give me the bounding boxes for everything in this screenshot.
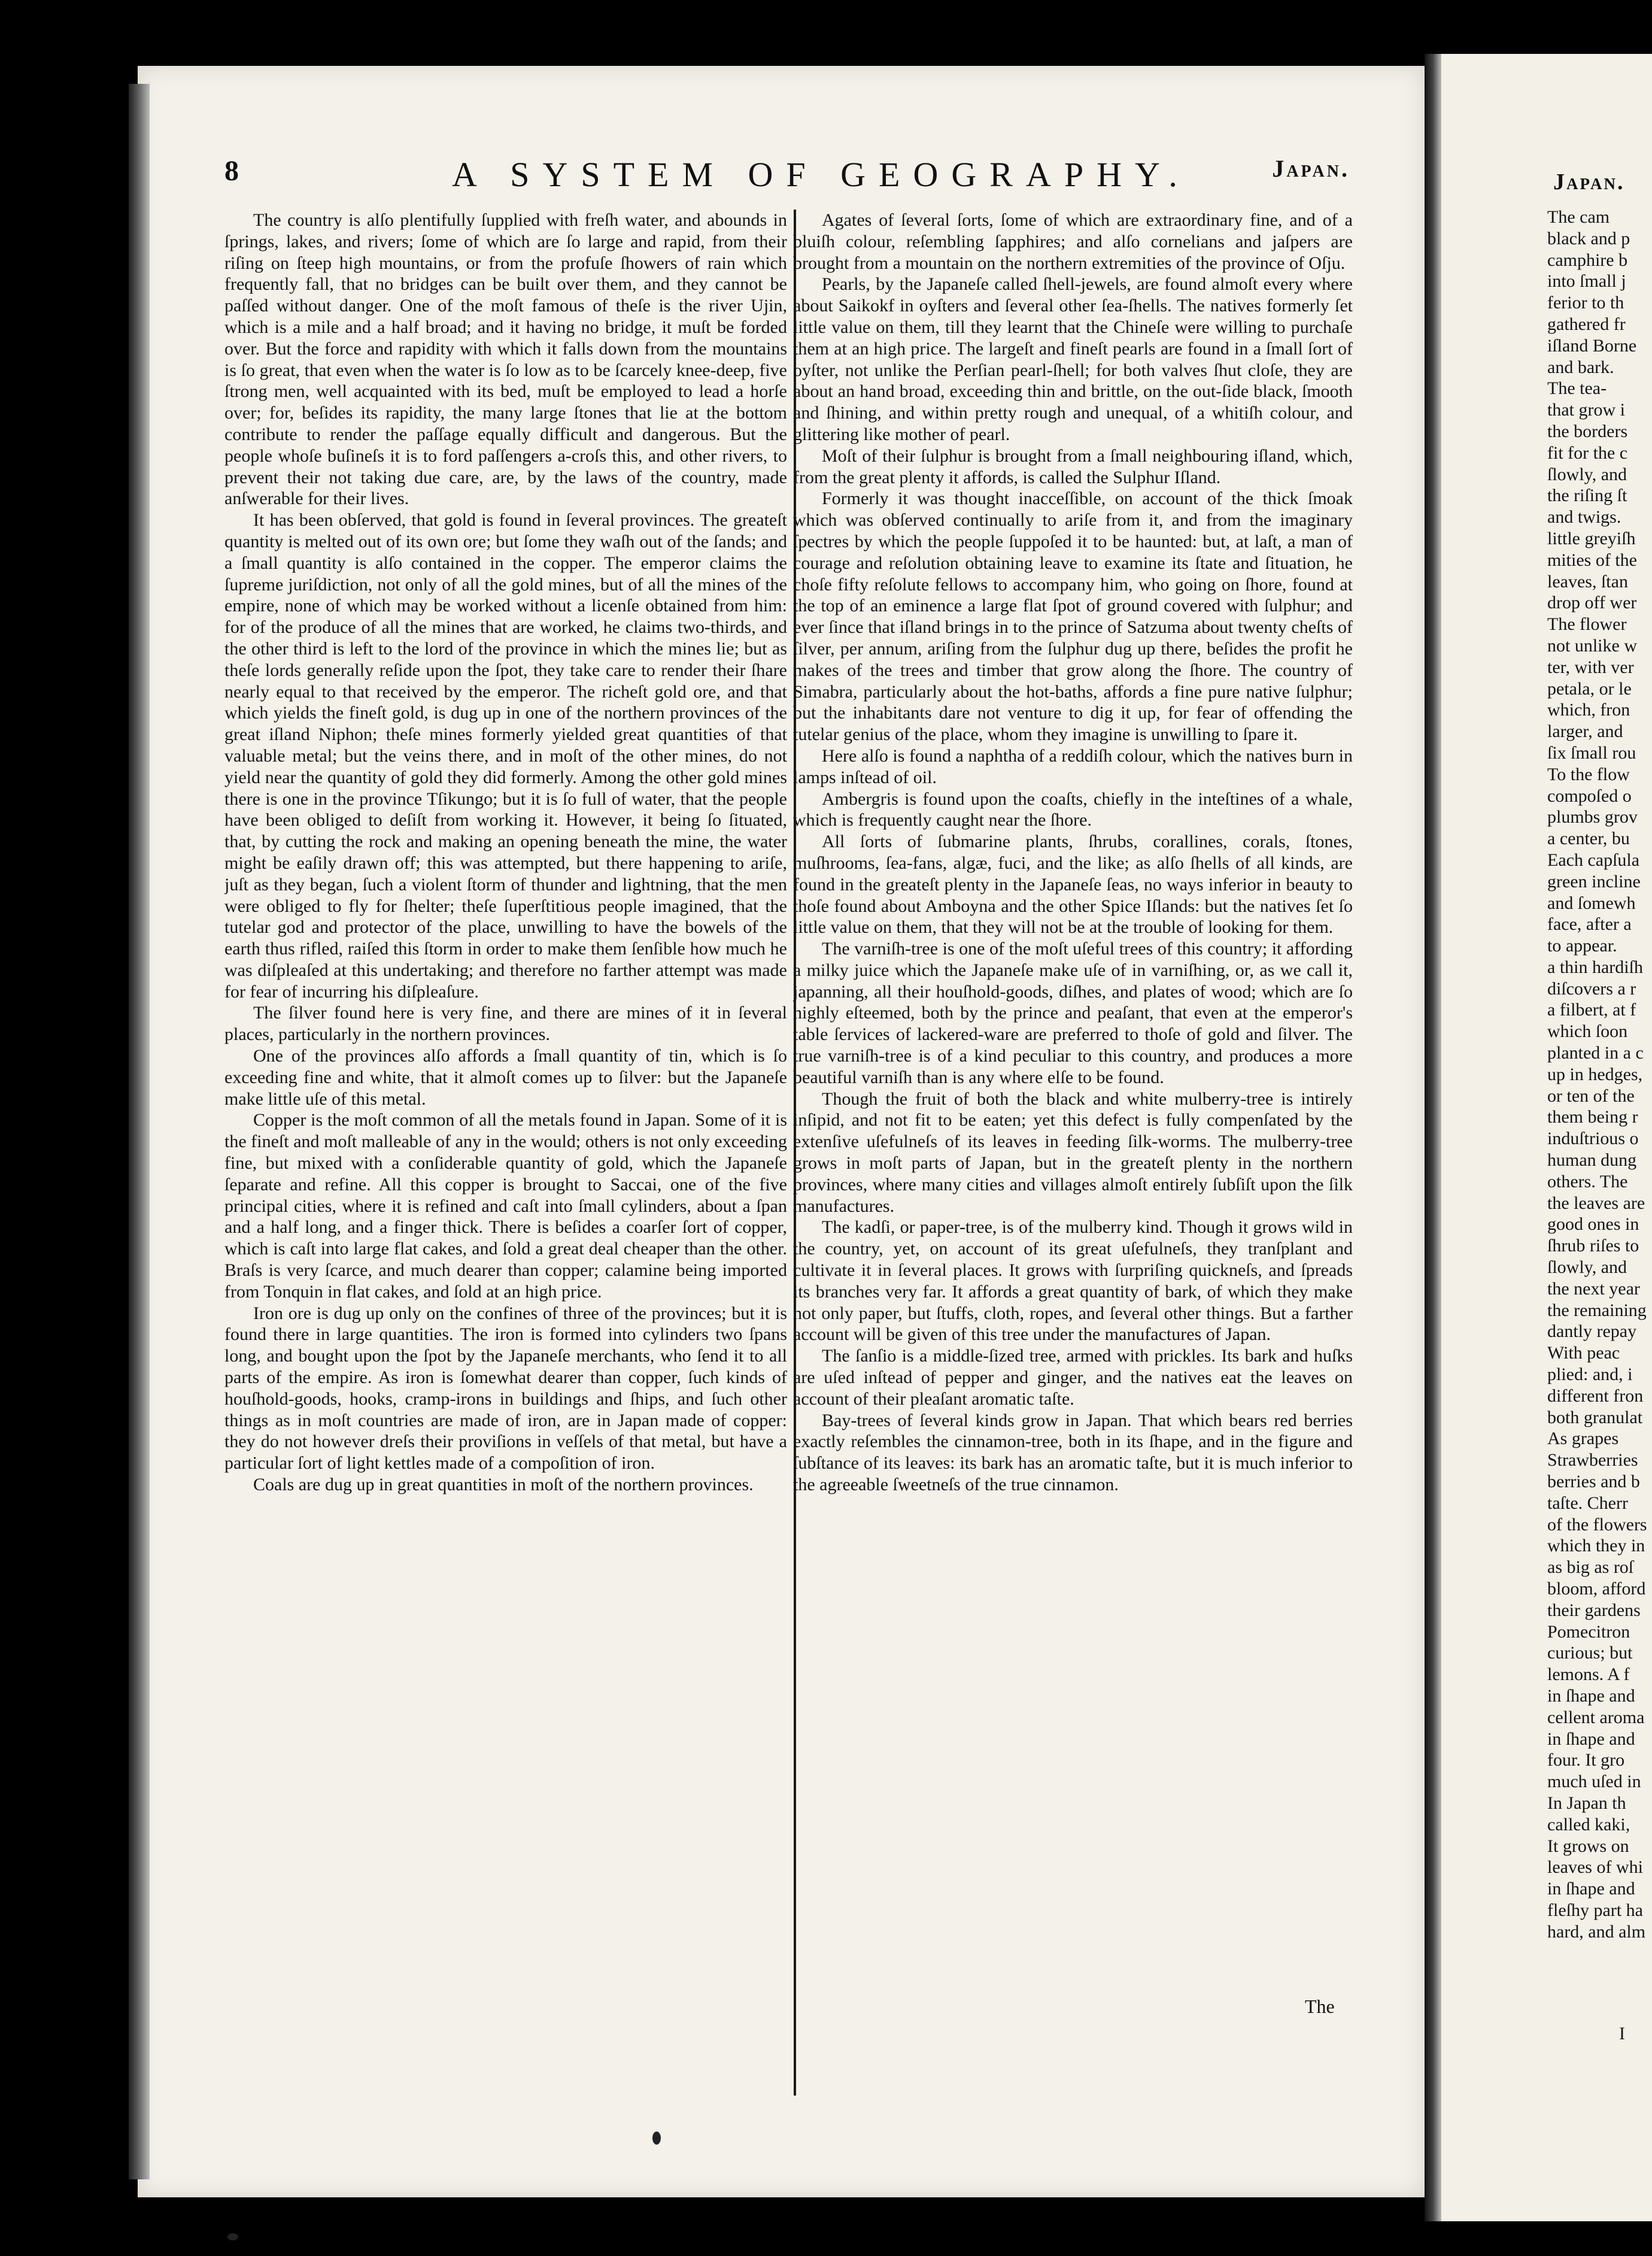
facing-page-line: ferior to th bbox=[1547, 293, 1624, 313]
paragraph: Moſt of their ſulphur is brought from a ſmall neighbouring iſland, which, from the great plenty it affords, is called the Sulphur Iſland. bbox=[793, 445, 1353, 487]
paragraph: Here alſo is found a naphtha of a reddiſh colour, which the natives burn in lamps inſtead of oil. bbox=[793, 745, 1353, 787]
facing-page-line: The cam bbox=[1547, 207, 1610, 227]
facing-page-line: human dung bbox=[1547, 1150, 1637, 1171]
ink-blot bbox=[652, 2131, 661, 2145]
facing-page-line: called kaki, bbox=[1547, 1814, 1630, 1834]
facing-page-line: lemons. A f bbox=[1547, 1664, 1630, 1685]
facing-page-line: Strawberries bbox=[1547, 1450, 1638, 1470]
catchword: The bbox=[1305, 1996, 1335, 2017]
paragraph: Agates of ſeveral ſorts, ſome of which are extraordinary fine, and of a bluiſh colour, reſembling ſapphires; and alſo cornelians and jaſpers are brought from a mountain on the northern extremities of the province of Oſju. bbox=[793, 210, 1353, 273]
facing-page-line: them being r bbox=[1547, 1107, 1638, 1127]
facing-page-line: which, fron bbox=[1547, 700, 1630, 720]
facing-page-line: compoſed o bbox=[1547, 786, 1632, 806]
facing-page-line: hard, and alm bbox=[1547, 1921, 1646, 1942]
facing-page-line: that grow i bbox=[1547, 400, 1625, 420]
paragraph: One of the provinces alſo affords a ſmall quantity of tin, which is ſo exceeding fine and white, that it almoſt comes up to ſilver: but the Japaneſe make little uſe of this metal. bbox=[224, 1046, 787, 1109]
facing-page-line: or ten of the bbox=[1547, 1085, 1635, 1106]
facing-page-line: the riſing ſt bbox=[1547, 486, 1627, 506]
facing-page-line: diſcovers a r bbox=[1547, 978, 1636, 999]
facing-page-line: of the flowers bbox=[1547, 1514, 1647, 1535]
facing-page-signature: I bbox=[1619, 2024, 1625, 2043]
facing-page-line: planted in a c bbox=[1547, 1043, 1644, 1063]
facing-page-line: ſlowly, and bbox=[1547, 464, 1627, 484]
facing-page-line: The flower bbox=[1547, 614, 1627, 635]
paragraph: The varniſh-tree is one of the moſt uſeful trees of this country; it affording a milky juice which the Japaneſe make uſe of in varniſhing, or, as we call it, japanning, all their houſhold-goods, diſhes, and plates of wood; which are ſo highly eſteemed, both by the prince and peaſant, that even at the emperor's table ſervices of lackered-ware are preferred to thoſe of gold and ſilver. The true varniſh-tree is of a kind peculiar to this country, and produces a more beautiful varniſh than is any where elſe to be found. bbox=[793, 939, 1353, 1087]
paragraph: All ſorts of ſubmarine plants, ſhrubs, corallines, corals, ſtones, muſhrooms, ſea-fans, algæ, fuci, and the like; as alſo ſhells of all kinds, are found in the greateſt plenty in the Japaneſe ſeas, no ways inferior in beauty to thoſe found about Amboyna and the other Spice Iſlands: but the natives ſet ſo little value on them, that they will not be at the trouble of looking for them. bbox=[793, 832, 1353, 938]
facing-page-line: drop off wer bbox=[1547, 593, 1637, 613]
facing-page-line: dantly repay bbox=[1547, 1321, 1637, 1342]
facing-page-line: up in hedges, bbox=[1547, 1064, 1643, 1084]
book-binding-edge bbox=[129, 84, 150, 2179]
facing-page-line: the next year bbox=[1547, 1278, 1640, 1299]
facing-page-line: their gardens bbox=[1547, 1600, 1641, 1620]
facing-page-line: Each capſula bbox=[1547, 850, 1640, 870]
facing-page-line: ſlowly, and bbox=[1547, 1257, 1627, 1278]
paragraph: Though the fruit of both the black and white mulberry-tree is intirely inſipid, and not fit to be eaten; yet this defect is fully compenſated by the extenſive uſefulneſs of its leaves in feeding ſilk-worms. The mulberry-tree grows in moſt parts of Japan, but in the greateſt plenty in the northern provinces, where many cities and villages almoſt entirely ſubſiſt upon the ſilk manufactures. bbox=[793, 1088, 1353, 1216]
facing-page-line: the borders bbox=[1547, 421, 1628, 441]
facing-page-line: green incline bbox=[1547, 871, 1641, 892]
facing-page-header: Japan. bbox=[1553, 169, 1625, 195]
paragraph: Iron ore is dug up only on the confines of three of the provinces; but it is found there in large quantities. The iron is formed into cylinders two ſpans long, and bought upon the ſpot by the Japaneſe merchants, who ſend it to all parts of the empire. As iron is ſomewhat dearer than copper, ſuch kinds of houſhold-goods, hooks, cramp-irons in buildings and ſhips, and ſuch other things as in moſt countries are made of iron, are in Japan made of copper: they do not however dreſs their proviſions in veſſels of that metal, but have a particular ſort of light kettles made of a compoſition of iron. bbox=[224, 1303, 787, 1473]
facing-page-line: good ones in bbox=[1547, 1214, 1639, 1235]
page-number: 8 bbox=[224, 155, 239, 187]
facing-page-line: plumbs grov bbox=[1547, 807, 1638, 827]
facing-page-line: the remaining bbox=[1547, 1300, 1647, 1320]
facing-page-line: not unlike w bbox=[1547, 635, 1637, 656]
facing-page-line: a center, bu bbox=[1547, 829, 1630, 849]
facing-page-line: Pomecitron bbox=[1547, 1621, 1630, 1642]
facing-page-line: fit for the c bbox=[1547, 442, 1628, 463]
facing-page-line: leaves of whi bbox=[1547, 1857, 1643, 1878]
facing-page-line: as big as roſ bbox=[1547, 1557, 1634, 1578]
facing-page-line: different fron bbox=[1547, 1385, 1644, 1406]
facing-page-line: in ſhape and bbox=[1547, 1879, 1635, 1899]
facing-page-line: little greyiſh bbox=[1547, 528, 1636, 548]
facing-page-line: black and p bbox=[1547, 228, 1630, 248]
ink-blot bbox=[227, 2233, 238, 2240]
facing-page-line: bloom, afford bbox=[1547, 1579, 1646, 1599]
facing-page-line: ſhrub riſes to bbox=[1547, 1236, 1639, 1256]
facing-page-line: to appear. bbox=[1547, 936, 1617, 956]
facing-page-line: a thin hardiſh bbox=[1547, 957, 1643, 977]
facing-page-line: both granulat bbox=[1547, 1407, 1643, 1427]
facing-page-line: induſtrious o bbox=[1547, 1129, 1639, 1149]
facing-page-line: cellent aroma bbox=[1547, 1707, 1645, 1727]
facing-page-line: curious; but bbox=[1547, 1643, 1633, 1663]
facing-page-line: mities of the bbox=[1547, 550, 1637, 570]
text-column-middle bbox=[793, 210, 1353, 1982]
facing-page-line: which they in bbox=[1547, 1536, 1645, 1556]
paragraph: It has been obſerved, that gold is found in ſeveral provinces. The greateſt quantity is melted out of its own ore; but ſome they waſh out of the ſands; and a ſmall quantity is alſo contained in the copper. The emperor claims the ſupreme juriſdiction, not only of all the gold mines, but of all the mines of the empire, none of which may be worked without a licenſe obtained from him: for of the produce of all the mines that are worked, he claims two-thirds, and the other third is left to the lord of the province in which the mines lie; but as theſe lords generally reſide upon the ſpot, they take care to render their ſhare nearly equal to that received by the emperor. The richeſt gold ore, and that which yields the fineſt gold, is dug up in one of the northern provinces of the great iſland Niphon; theſe mines formerly yielded great quantities of that valuable metal; but the veins there, and in moſt of the other mines, do not yield near the quantity of gold they did formerly. Among the other gold mines there is one in the province Tſikungo; but it is ſo full of water, that the people have been obliged to deſiſt from working it. However, it being ſo ſituated, that, by cutting the rock and making an opening beneath the mine, the water might be eaſily drawn off; this was attempted, but there happening to ariſe, juſt as they began, ſuch a violent ſtorm of thunder and lightning, that the men were obliged to fly for ſhelter; theſe ſuperſtitious people imagined, that the tutelar god and protector of the place, unwilling to have the bowels of the earth thus rifled, raiſed this ſtorm in order to make them ſenſible how much he was diſpleaſed at this undertaking; and therefore no farther attempt was made for fear of incurring his diſpleaſure. bbox=[224, 510, 787, 1002]
facing-page-line: fleſhy part ha bbox=[1547, 1900, 1643, 1920]
facing-page-line: With peac bbox=[1547, 1343, 1620, 1363]
facing-page-line: To the flow bbox=[1547, 764, 1630, 784]
facing-page-line: which ſoon bbox=[1547, 1021, 1628, 1042]
facing-page-text bbox=[1547, 207, 1652, 2003]
paragraph: Ambergris is found upon the coaſts, chiefly in the inteſtines of a whale, which is frequently caught near the ſhore. bbox=[793, 789, 1353, 830]
paragraph: Formerly it was thought inacceſſible, on account of the thick ſmoak which was obſerved continually to ariſe from it, and from the imaginary ſpectres by which the people ſuppoſed it to be haunted: but, at laſt, a man of courage and reſolution obtaining leave to examine its ſtate and ſituation, he choſe fifty reſolute fellows to accompany him, who going on ſhore, found at the top of an eminence a large flat ſpot of ground covered with ſulphur; and ever ſince that iſland brings in to the prince of Satzuma about twenty cheſts of ſilver, per annum, ariſing from the ſulphur dug up there, beſides the profit he makes of the trees and timber that grow along the ſhore. The country of Simabra, particularly about the hot-baths, affords a fine pure native ſulphur; but the inhabitants dare not venture to dig it up, for fear of offending the tutelar genius of the place, whom they imagine is unwilling to ſpare it. bbox=[793, 489, 1353, 745]
facing-page-line: in ſhape and bbox=[1547, 1729, 1635, 1749]
facing-page-line: taſte. Cherr bbox=[1547, 1493, 1628, 1513]
paragraph: The kadſi, or paper-tree, is of the mulberry kind. Though it grows wild in the country, yet, on account of its great uſefulneſs, they tranſplant and cultivate it in ſeveral places. It grows with ſurpriſing quickneſs, and ſpreads its branches very far. It affords a great quantity of bark, of which they make not only paper, but ſtuffs, cloth, ropes, and ſeveral other things. But a farther account will be given of this tree under the manufactures of Japan. bbox=[793, 1217, 1353, 1345]
facing-page-line: a filbert, at f bbox=[1547, 1000, 1636, 1020]
facing-page-line: leaves, ſtan bbox=[1547, 571, 1628, 592]
text-column-left bbox=[224, 210, 787, 2024]
facing-page-line: berries and b bbox=[1547, 1472, 1640, 1492]
facing-page-line: larger, and bbox=[1547, 721, 1623, 742]
facing-page-line: As grapes bbox=[1547, 1429, 1619, 1449]
facing-page-line: and ſomewh bbox=[1547, 893, 1636, 913]
page-header bbox=[224, 154, 1362, 196]
paragraph: Copper is the moſt common of all the metals found in Japan. Some of it is the fineſt and moſt malleable of any in the would; others is not only exceeding fine, but mixed with a conſiderable quantity of gold, which the Japaneſe ſeparate and refine. All this copper is brought to Saccai, one of the five principal cities, where it is refined and caſt into ſmall cylinders, about a ſpan and a half long, and a finger thick. There is beſides a coarſer ſort of copper, which is caſt into large flat cakes, and ſold a great deal cheaper than the other. Braſs is very ſcarce, and much dearer than copper; calamine being imported from Tonquin in flat cakes, and ſold at an high price. bbox=[224, 1110, 787, 1302]
facing-page-line: the leaves are bbox=[1547, 1193, 1645, 1213]
facing-page-line: face, after a bbox=[1547, 914, 1632, 935]
paragraph: Bay-trees of ſeveral kinds grow in Japan. That which bears red berries exactly reſembles the cinnamon-tree, both in its ſhape, and in the figure and ſubſtance of its leaves: its bark has an aromatic taſte, but it is much inferior to the agreeable ſweetneſs of the true cinnamon. bbox=[793, 1410, 1353, 1495]
paragraph: Coals are dug up in great quantities in moſt of the northern provinces. bbox=[253, 1475, 754, 1495]
facing-page-line: gathered fr bbox=[1547, 314, 1626, 334]
paragraph: The ſilver found here is very fine, and there are mines of it in ſeveral places, particularly in the northern provinces. bbox=[224, 1003, 787, 1045]
facing-page-line: camphire b bbox=[1547, 250, 1628, 270]
facing-page-line: into ſmall j bbox=[1547, 271, 1626, 292]
section-label: Japan. bbox=[1272, 155, 1350, 182]
facing-page-line: ſix ſmall rou bbox=[1547, 742, 1636, 763]
facing-page-line: It grows on bbox=[1547, 1836, 1629, 1856]
facing-page-line: iſland Borne bbox=[1547, 335, 1637, 356]
facing-page-line: plied: and, i bbox=[1547, 1364, 1633, 1385]
paragraph: The ſanſio is a middle-ſized tree, armed with prickles. Its bark and huſks are uſed inſtead of pepper and ginger, and the natives eat the leaves on account of their pleaſant aromatic taſte. bbox=[793, 1346, 1353, 1409]
facing-page-line: In Japan th bbox=[1547, 1793, 1626, 1813]
facing-page-gutter bbox=[1425, 54, 1441, 2221]
running-title: A SYSTEM OF GEOGRAPHY. bbox=[452, 155, 1191, 194]
paragraph: The country is alſo plentifully ſupplied with freſh water, and abounds in ſprings, lakes, and rivers; ſome of which are ſo large and rapid, from their riſing on ſteep high mountains, or from the profuſe ſhowers of rain which frequently fall, that no bridges can be built over them, and they cannot be paſſed without danger. One of the moſt famous of theſe is the river Ujin, which is a mile and a half broad; and it having no bridge, it muſt be forded over. But the force and rapidity with which it falls down from the mountains is ſo great, that even when the water is ſo low as to be ſcarcely knee-deep, five ſtrong men, well acquainted with its bed, muſt be employed to lead a horſe over; for, beſides its rapidity, the many large ſtones that lie at the bottom contribute to render the paſſage equally difficult and dangerous. But the people whoſe buſineſs it is to ford paſſengers a-croſs this, and other rivers, to prevent their not taking due care, are, by the laws of the country, made anſwerable for their lives. bbox=[224, 210, 787, 509]
facing-page-line: ter, with ver bbox=[1547, 657, 1634, 677]
facing-page-line: much uſed in bbox=[1547, 1772, 1641, 1792]
facing-page-line: and twigs. bbox=[1547, 507, 1621, 527]
paragraph: Pearls, by the Japaneſe called ſhell-jewels, are found almoſt every where about Saikokf in oyſters and ſeveral other ſea-ſhells. The natives formerly ſet little value on them, till they learnt that the Chineſe were willing to purchaſe them at an high price. The largeſt and fineſt pearls are found in a ſmall ſort of oyſter, not unlike the Perſian pearl-ſhell; for both valves ſhut cloſe, they are about an hand broad, exceeding thin and brittle, on the out-ſide black, ſmooth and ſhining, and within pretty rough and unequal, of a whitiſh colour, and glittering like mother of pearl. bbox=[793, 274, 1353, 444]
facing-page-line: others. The bbox=[1547, 1171, 1628, 1191]
facing-page-line: four. It gro bbox=[1547, 1750, 1625, 1770]
facing-page-line: in ſhape and bbox=[1547, 1685, 1635, 1706]
facing-page-line: The tea- bbox=[1547, 378, 1607, 399]
facing-page-line: petala, or le bbox=[1547, 678, 1632, 699]
facing-page-line: and bark. bbox=[1547, 357, 1614, 377]
